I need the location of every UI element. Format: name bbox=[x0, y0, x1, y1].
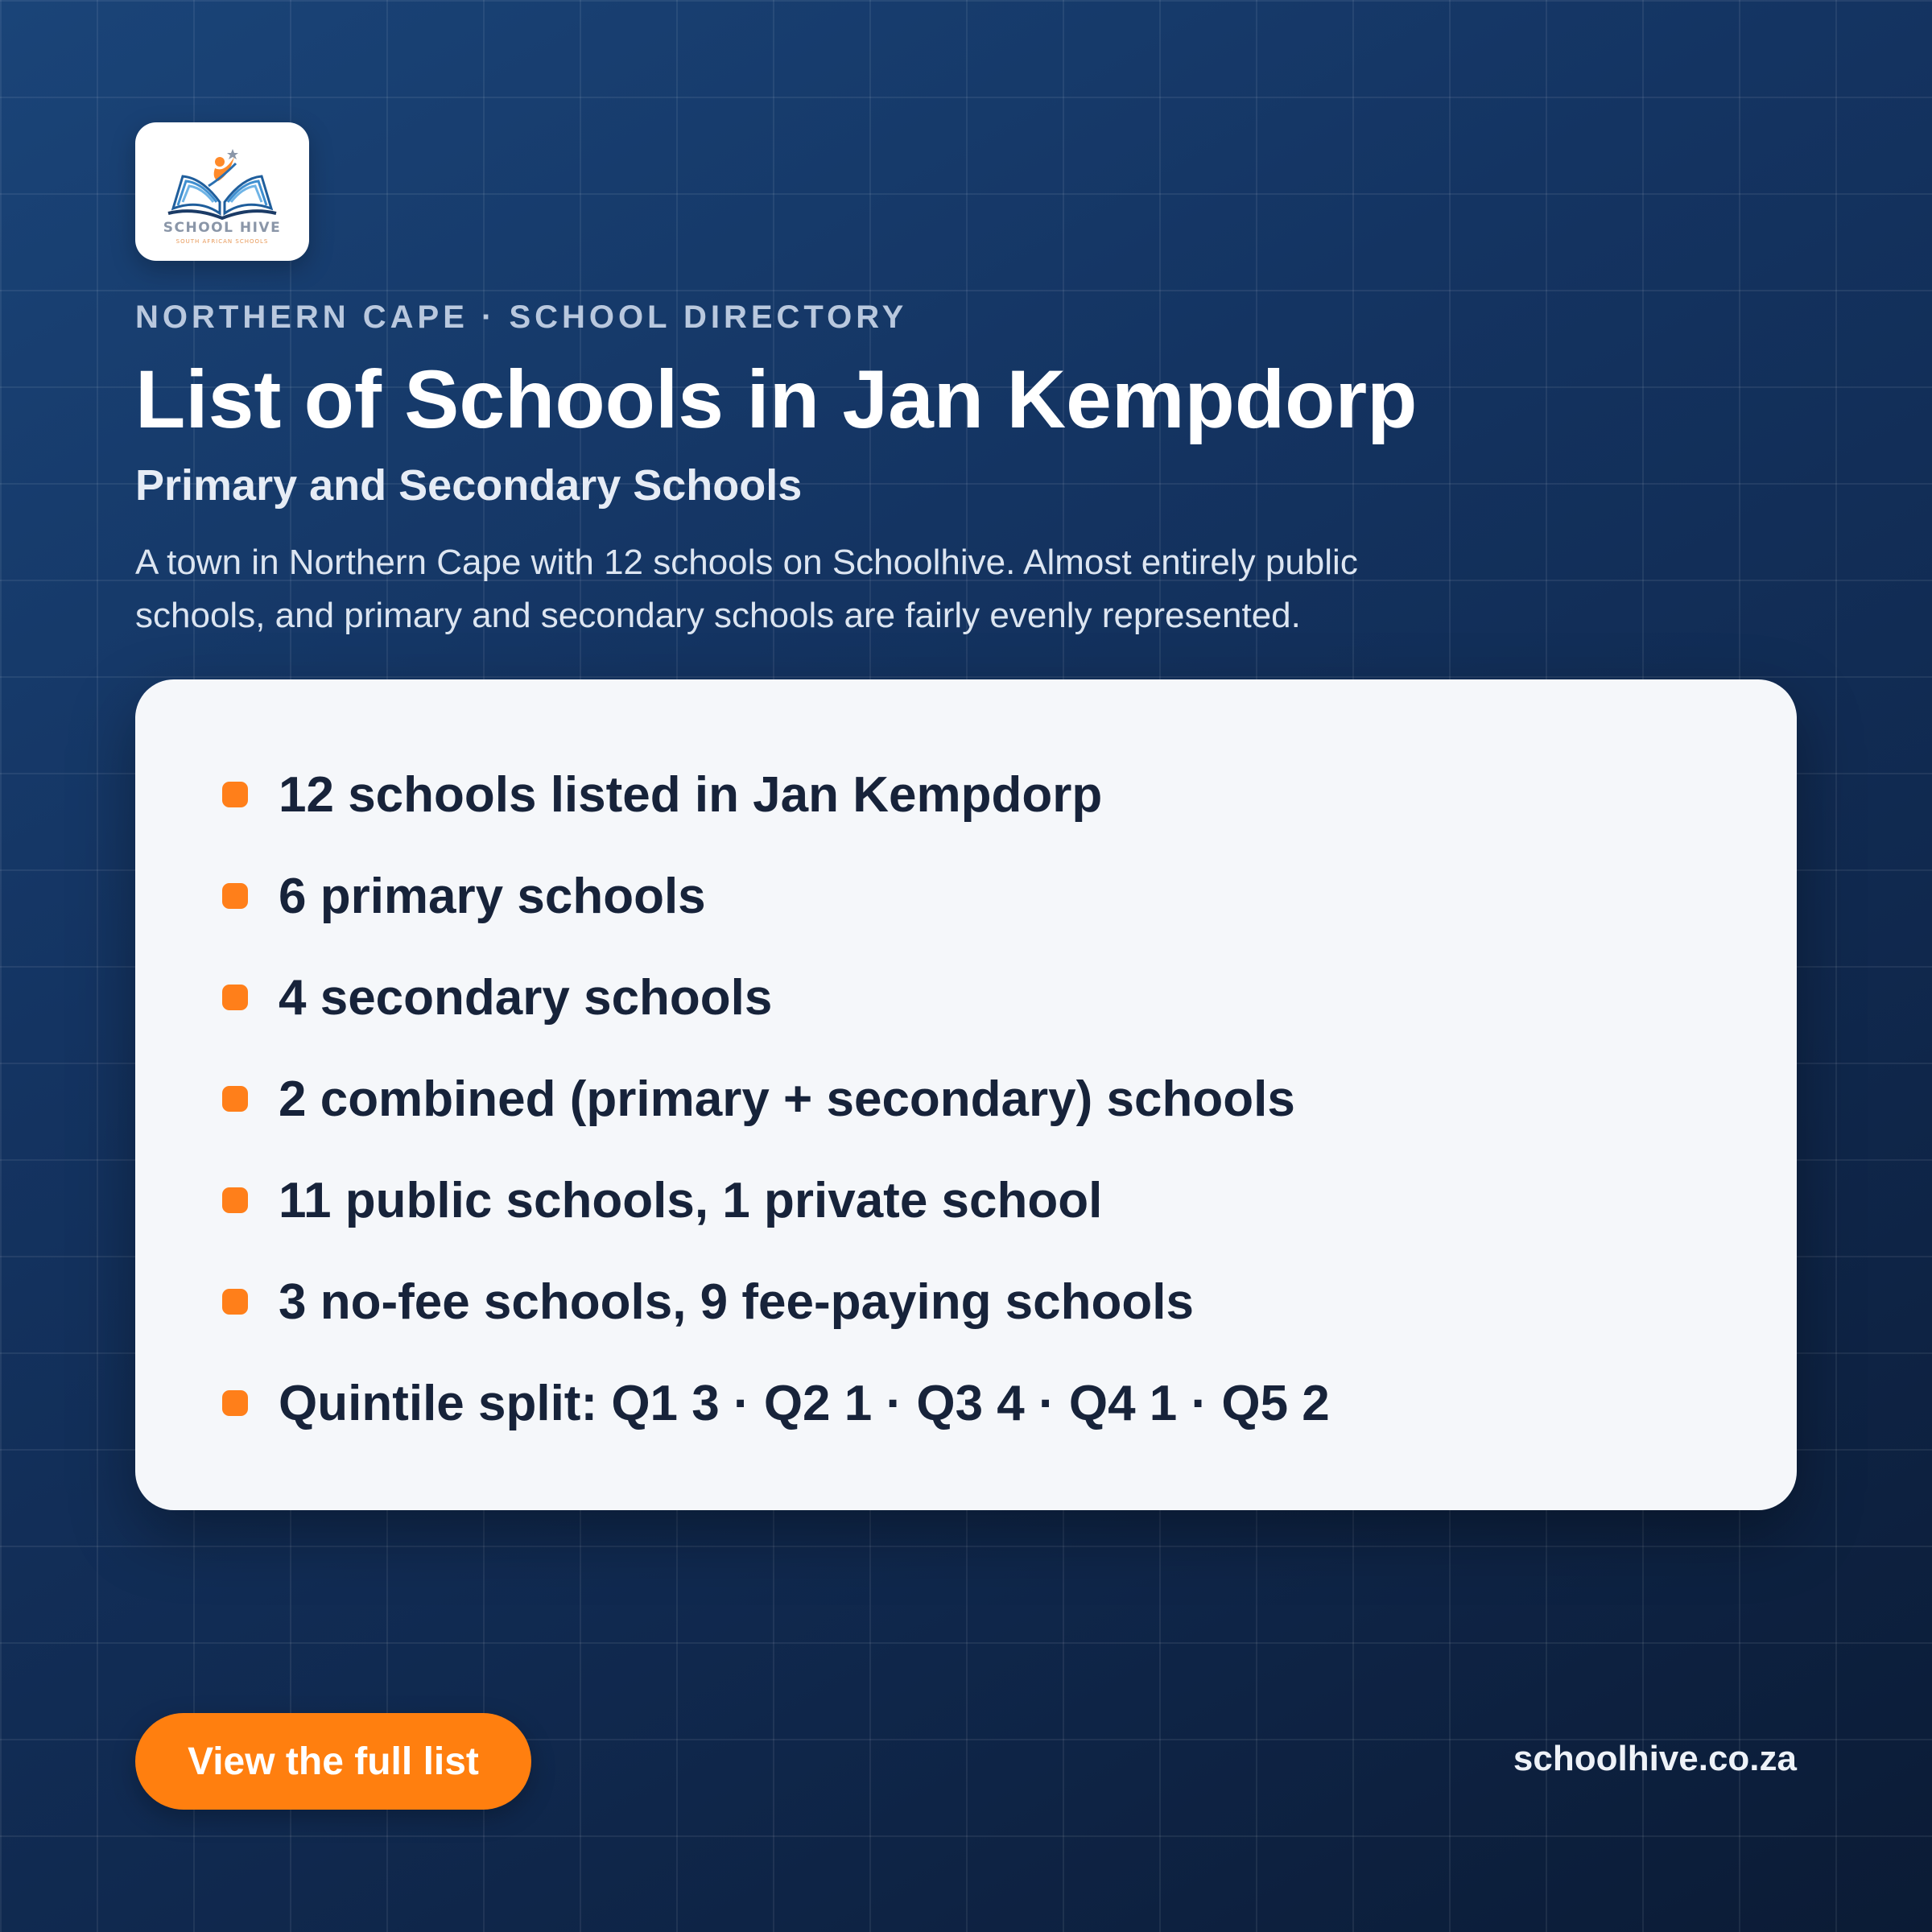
eyebrow-label: NORTHERN CAPE · SCHOOL DIRECTORY bbox=[135, 299, 908, 335]
fact-item bbox=[222, 947, 1330, 1048]
fact-text: Quintile split: Q1 3 · Q2 1 · Q3 4 · Q4 1 · Q5 2 bbox=[279, 1375, 1330, 1431]
fact-item bbox=[222, 845, 1330, 947]
site-url: schoolhive.co.za bbox=[1513, 1739, 1797, 1778]
bullet-icon bbox=[222, 1086, 248, 1112]
facts-card bbox=[135, 679, 1797, 1510]
bullet-icon bbox=[222, 985, 248, 1010]
bullet-icon bbox=[222, 1187, 248, 1213]
bullet-icon bbox=[222, 1390, 248, 1416]
open-book-graduate-icon bbox=[162, 146, 283, 223]
bullet-icon bbox=[222, 883, 248, 909]
bullet-icon bbox=[222, 782, 248, 807]
view-full-list-button[interactable]: View the full list bbox=[135, 1713, 531, 1810]
bullet-icon bbox=[222, 1289, 248, 1315]
fact-item bbox=[222, 1150, 1330, 1251]
fact-text: 4 secondary schools bbox=[279, 969, 773, 1026]
page-subtitle: Primary and Secondary Schools bbox=[135, 461, 803, 510]
fact-text: 3 no-fee schools, 9 fee-paying schools bbox=[279, 1274, 1194, 1330]
logo-tagline: SOUTH AFRICAN SCHOOLS bbox=[175, 237, 269, 245]
facts-list bbox=[222, 744, 1330, 1454]
page-description: A town in Northern Cape with 12 schools on Schoolhive. Almost entirely public schools, and primary and secondary schools are fairly evenly represented. bbox=[135, 543, 1358, 635]
fact-text: 6 primary schools bbox=[279, 868, 706, 924]
fact-text: 12 schools listed in Jan Kempdorp bbox=[279, 766, 1103, 823]
logo-wordmark: SCHOOL HIVE bbox=[163, 219, 282, 236]
fact-item bbox=[222, 1352, 1330, 1454]
school-hive-logo bbox=[135, 122, 309, 261]
fact-item bbox=[222, 744, 1330, 845]
fact-text: 11 public schools, 1 private school bbox=[279, 1172, 1103, 1228]
fact-text: 2 combined (primary + secondary) schools bbox=[279, 1071, 1295, 1127]
fact-item bbox=[222, 1251, 1330, 1352]
page-title: List of Schools in Jan Kempdorp bbox=[135, 353, 1418, 445]
fact-item bbox=[222, 1048, 1330, 1150]
